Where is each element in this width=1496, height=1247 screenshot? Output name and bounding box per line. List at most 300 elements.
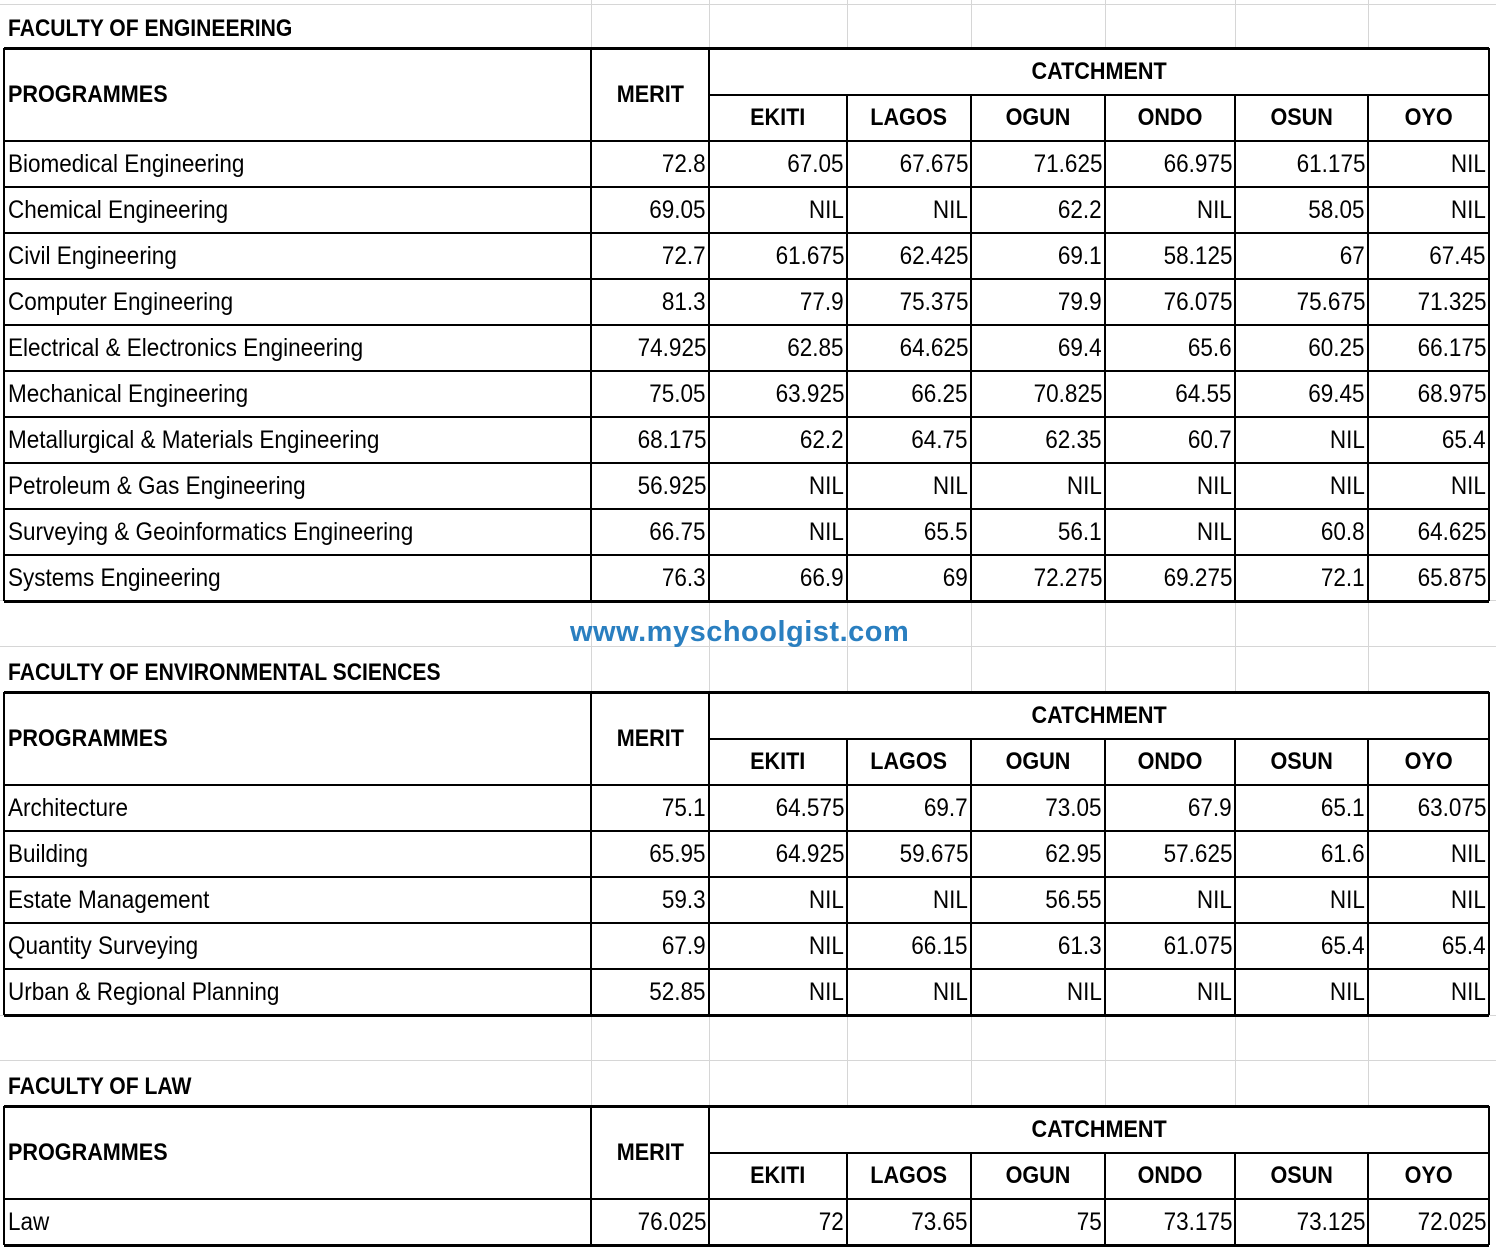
programme-name: [4, 831, 591, 877]
catchment-score-ekiti-text: 61.675: [775, 242, 844, 270]
merit-score: [591, 831, 709, 877]
table-border: [4, 784, 1489, 786]
catchment-score-oyo-text: NIL: [1450, 472, 1486, 500]
programmes-header: [4, 48, 591, 141]
catchment-score-ondo-text: NIL: [1196, 518, 1232, 546]
catchment-score-osun-text: 75.675: [1296, 288, 1365, 316]
state-header-oyo: [1368, 1153, 1489, 1199]
merit-score-text: 69.05: [649, 196, 706, 224]
state-header-ogun-text: OGUN: [1005, 748, 1071, 775]
merit-header: [591, 1106, 709, 1199]
catchment-score-lagos-text: 73.65: [911, 1208, 968, 1236]
catchment-score-lagos-text: NIL: [932, 196, 968, 224]
catchment-score-osun-text: 61.175: [1296, 150, 1365, 178]
catchment-score-lagos: [847, 509, 971, 555]
catchment-score-oyo: [1368, 877, 1489, 923]
catchment-score-ogun-text: 56.55: [1045, 886, 1102, 914]
catchment-score-ekiti-text: 64.575: [775, 794, 844, 822]
catchment-score-ondo: [1105, 969, 1235, 1015]
merit-score-text: 76.3: [662, 564, 706, 592]
catchment-score-ekiti: [709, 555, 847, 601]
catchment-score-ondo-text: 57.625: [1163, 840, 1232, 868]
table-border: [4, 1014, 1489, 1017]
catchment-score-oyo-text: 64.625: [1417, 518, 1486, 546]
programme-name-text: Law: [8, 1208, 50, 1236]
table-border: [1488, 48, 1490, 601]
catchment-score-lagos-text: 69: [942, 564, 968, 592]
catchment-score-lagos: [847, 555, 971, 601]
catchment-score-oyo: [1368, 371, 1489, 417]
catchment-score-lagos-text: 65.5: [924, 518, 968, 546]
merit-score: [591, 877, 709, 923]
catchment-score-oyo: [1368, 509, 1489, 555]
programmes-header-text: PROGRAMMES: [8, 725, 168, 752]
catchment-score-ogun-text: 72.275: [1033, 564, 1102, 592]
catchment-score-osun: [1235, 555, 1368, 601]
table-border: [4, 324, 1489, 326]
catchment-score-osun-text: 58.05: [1308, 196, 1365, 224]
programme-name: [4, 877, 591, 923]
programme-name-text: Metallurgical & Materials Engineering: [8, 426, 380, 454]
state-header-ondo: [1105, 1153, 1235, 1199]
merit-score-text: 81.3: [662, 288, 706, 316]
table-border: [1488, 1106, 1490, 1245]
catchment-score-osun: [1235, 141, 1368, 187]
state-header-ondo-text: ONDO: [1137, 104, 1203, 131]
catchment-score-oyo-text: 72.025: [1417, 1208, 1486, 1236]
catchment-score-oyo: [1368, 187, 1489, 233]
catchment-score-ondo: [1105, 187, 1235, 233]
catchment-score-ogun-text: 62.95: [1045, 840, 1102, 868]
catchment-score-osun: [1235, 923, 1368, 969]
catchment-score-oyo-text: 65.875: [1417, 564, 1486, 592]
table-border: [1367, 739, 1369, 1015]
catchment-score-oyo-text: NIL: [1450, 150, 1486, 178]
catchment-score-lagos-text: 64.625: [899, 334, 968, 362]
table-border: [1367, 95, 1369, 601]
catchment-score-ogun-text: 69.4: [1058, 334, 1102, 362]
catchment-score-ondo-text: NIL: [1196, 886, 1232, 914]
catchment-score-osun-text: NIL: [1329, 886, 1365, 914]
catchment-score-ogun: [971, 1199, 1105, 1245]
catchment-score-lagos-text: NIL: [932, 978, 968, 1006]
catchment-header: [709, 1106, 1489, 1153]
catchment-score-ogun-text: 69.1: [1058, 242, 1102, 270]
catchment-score-ondo-text: 64.55: [1175, 380, 1232, 408]
catchment-score-ondo-text: 60.7: [1188, 426, 1232, 454]
catchment-score-ondo-text: 73.175: [1163, 1208, 1232, 1236]
state-header-ogun: [971, 95, 1105, 141]
table-border: [1234, 739, 1236, 1015]
catchment-score-ogun: [971, 509, 1105, 555]
catchment-score-ondo-text: 76.075: [1163, 288, 1232, 316]
catchment-score-ekiti: [709, 509, 847, 555]
catchment-score-ondo-text: 66.975: [1163, 150, 1232, 178]
catchment-score-oyo: [1368, 969, 1489, 1015]
catchment-score-osun-text: 69.45: [1308, 380, 1365, 408]
state-header-ogun: [971, 1153, 1105, 1199]
catchment-score-ondo-text: 65.6: [1188, 334, 1232, 362]
catchment-score-ondo: [1105, 877, 1235, 923]
merit-score: [591, 509, 709, 555]
programme-name-text: Civil Engineering: [8, 242, 177, 270]
catchment-score-oyo-text: 68.975: [1417, 380, 1486, 408]
merit-header-text: MERIT: [616, 1139, 684, 1166]
catchment-score-osun: [1235, 417, 1368, 463]
catchment-score-lagos: [847, 325, 971, 371]
catchment-score-oyo: [1368, 417, 1489, 463]
faculty-title: FACULTY OF ENVIRONMENTAL SCIENCES: [8, 659, 441, 686]
catchment-score-ekiti-text: 67.05: [787, 150, 844, 178]
state-header-ondo: [1105, 95, 1235, 141]
table-border: [590, 692, 592, 1015]
catchment-score-oyo-text: 71.325: [1417, 288, 1486, 316]
table-border: [4, 278, 1489, 280]
catchment-score-ekiti-text: NIL: [808, 196, 844, 224]
catchment-score-ekiti: [709, 1199, 847, 1245]
catchment-score-ogun-text: NIL: [1066, 978, 1102, 1006]
merit-score: [591, 785, 709, 831]
catchment-score-ogun: [971, 785, 1105, 831]
catchment-score-lagos-text: NIL: [932, 886, 968, 914]
catchment-score-lagos-text: 67.675: [899, 150, 968, 178]
programme-name-text: Systems Engineering: [8, 564, 221, 592]
catchment-score-oyo: [1368, 1199, 1489, 1245]
table-border: [4, 1198, 1489, 1200]
catchment-header: [709, 692, 1489, 739]
catchment-score-ondo: [1105, 831, 1235, 877]
catchment-score-ogun: [971, 233, 1105, 279]
catchment-score-lagos: [847, 187, 971, 233]
catchment-score-lagos: [847, 417, 971, 463]
catchment-score-osun: [1235, 1199, 1368, 1245]
catchment-score-lagos-text: 75.375: [899, 288, 968, 316]
catchment-score-oyo: [1368, 463, 1489, 509]
watermark-text: www.myschoolgist.com: [570, 616, 910, 648]
table-border: [1234, 1153, 1236, 1245]
catchment-score-osun: [1235, 509, 1368, 555]
merit-score-text: 75.1: [662, 794, 706, 822]
catchment-score-ekiti-text: 62.2: [800, 426, 844, 454]
table-border: [4, 968, 1489, 970]
catchment-score-lagos-text: 69.7: [924, 794, 968, 822]
catchment-score-ondo-text: NIL: [1196, 196, 1232, 224]
catchment-score-ondo: [1105, 463, 1235, 509]
catchment-score-lagos: [847, 923, 971, 969]
catchment-score-ogun-text: 56.1: [1058, 518, 1102, 546]
merit-score-text: 72.7: [662, 242, 706, 270]
catchment-score-osun-text: 72.1: [1321, 564, 1365, 592]
catchment-score-lagos-text: 66.15: [911, 932, 968, 960]
catchment-score-ekiti: [709, 141, 847, 187]
catchment-score-oyo-text: NIL: [1450, 978, 1486, 1006]
state-header-ondo: [1105, 739, 1235, 785]
catchment-score-ekiti-text: NIL: [808, 886, 844, 914]
catchment-score-oyo: [1368, 279, 1489, 325]
merit-score-text: 76.025: [637, 1208, 706, 1236]
catchment-score-ondo: [1105, 785, 1235, 831]
merit-score: [591, 279, 709, 325]
state-header-osun: [1235, 95, 1368, 141]
state-header-oyo: [1368, 95, 1489, 141]
faculty-title: FACULTY OF LAW: [8, 1073, 192, 1100]
catchment-score-ekiti-text: 64.925: [775, 840, 844, 868]
state-header-ogun-text: OGUN: [1005, 1162, 1071, 1189]
catchment-score-osun-text: 73.125: [1296, 1208, 1365, 1236]
programmes-header: [4, 1106, 591, 1199]
catchment-score-ekiti: [709, 187, 847, 233]
catchment-score-ogun: [971, 831, 1105, 877]
state-header-ondo-text: ONDO: [1137, 1162, 1203, 1189]
table-border: [4, 1105, 1489, 1108]
merit-score: [591, 463, 709, 509]
table-border: [4, 140, 1489, 142]
table-border: [4, 232, 1489, 234]
catchment-score-lagos: [847, 969, 971, 1015]
programme-name: [4, 923, 591, 969]
state-header-oyo-text: OYO: [1404, 748, 1453, 775]
state-header-oyo: [1368, 739, 1489, 785]
catchment-score-ogun-text: 61.3: [1058, 932, 1102, 960]
table-border: [846, 739, 848, 1015]
catchment-score-ondo: [1105, 325, 1235, 371]
table-border: [4, 462, 1489, 464]
catchment-score-lagos: [847, 831, 971, 877]
catchment-score-ondo-text: 61.075: [1163, 932, 1232, 960]
programme-name: [4, 1199, 591, 1245]
state-header-osun-text: OSUN: [1270, 104, 1333, 131]
catchment-score-lagos: [847, 371, 971, 417]
catchment-score-osun: [1235, 463, 1368, 509]
table-border: [709, 738, 1489, 740]
merit-score: [591, 969, 709, 1015]
catchment-score-lagos-text: NIL: [932, 472, 968, 500]
catchment-score-ekiti: [709, 417, 847, 463]
catchment-score-ekiti-text: 72: [818, 1208, 844, 1236]
merit-score: [591, 1199, 709, 1245]
state-header-ekiti: [709, 739, 847, 785]
catchment-score-oyo-text: NIL: [1450, 886, 1486, 914]
catchment-score-lagos: [847, 463, 971, 509]
programme-name: [4, 325, 591, 371]
catchment-score-oyo-text: NIL: [1450, 840, 1486, 868]
table-border: [708, 48, 710, 601]
merit-score-text: 74.925: [637, 334, 706, 362]
state-header-lagos-text: LAGOS: [870, 1162, 948, 1189]
catchment-score-ogun: [971, 923, 1105, 969]
programme-name: [4, 141, 591, 187]
catchment-score-oyo-text: 63.075: [1417, 794, 1486, 822]
programme-name: [4, 279, 591, 325]
catchment-score-ekiti-text: 63.925: [775, 380, 844, 408]
catchment-score-osun-text: 65.4: [1321, 932, 1365, 960]
catchment-score-osun: [1235, 187, 1368, 233]
catchment-score-ondo-text: 58.125: [1163, 242, 1232, 270]
catchment-score-ondo: [1105, 555, 1235, 601]
catchment-score-ekiti: [709, 371, 847, 417]
faculty-title: FACULTY OF ENGINEERING: [8, 15, 293, 42]
catchment-score-osun: [1235, 831, 1368, 877]
catchment-score-ondo-text: 67.9: [1188, 794, 1232, 822]
programme-name-text: Chemical Engineering: [8, 196, 229, 224]
merit-score-text: 75.05: [649, 380, 706, 408]
catchment-score-ogun-text: 79.9: [1058, 288, 1102, 316]
table-border: [1104, 739, 1106, 1015]
catchment-score-lagos: [847, 233, 971, 279]
catchment-score-ondo: [1105, 279, 1235, 325]
state-header-ogun: [971, 739, 1105, 785]
table-border: [4, 876, 1489, 878]
catchment-score-oyo: [1368, 555, 1489, 601]
programme-name: [4, 969, 591, 1015]
catchment-score-ogun-text: 73.05: [1045, 794, 1102, 822]
merit-score-text: 72.8: [662, 150, 706, 178]
catchment-score-ogun: [971, 463, 1105, 509]
catchment-score-ondo-text: NIL: [1196, 978, 1232, 1006]
programme-name-text: Petroleum & Gas Engineering: [8, 472, 306, 500]
programme-name-text: Mechanical Engineering: [8, 380, 249, 408]
table-border: [4, 186, 1489, 188]
merit-score: [591, 233, 709, 279]
table-border: [3, 692, 5, 1015]
catchment-score-oyo: [1368, 831, 1489, 877]
merit-header: [591, 692, 709, 785]
catchment-score-ogun-text: 62.35: [1045, 426, 1102, 454]
merit-score-text: 67.9: [662, 932, 706, 960]
table-border: [590, 1106, 592, 1245]
programme-name: [4, 785, 591, 831]
catchment-score-lagos: [847, 279, 971, 325]
catchment-score-ogun: [971, 555, 1105, 601]
programmes-header-text: PROGRAMMES: [8, 1139, 168, 1166]
catchment-score-ogun-text: 75: [1076, 1208, 1102, 1236]
table-border: [709, 1152, 1489, 1154]
catchment-score-osun-text: NIL: [1329, 978, 1365, 1006]
programme-name-text: Computer Engineering: [8, 288, 234, 316]
state-header-ekiti: [709, 95, 847, 141]
table-border: [970, 739, 972, 1015]
catchment-score-osun-text: 60.25: [1308, 334, 1365, 362]
catchment-score-ogun-text: 70.825: [1033, 380, 1102, 408]
catchment-score-oyo-text: 66.175: [1417, 334, 1486, 362]
merit-score: [591, 141, 709, 187]
catchment-score-osun: [1235, 877, 1368, 923]
programme-name: [4, 187, 591, 233]
catchment-score-ekiti-text: NIL: [808, 518, 844, 546]
programme-name-text: Biomedical Engineering: [8, 150, 245, 178]
catchment-score-ekiti-text: 62.85: [787, 334, 844, 362]
catchment-header-text: CATCHMENT: [1031, 702, 1167, 729]
table-border: [4, 416, 1489, 418]
catchment-score-oyo-text: 65.4: [1442, 932, 1486, 960]
catchment-score-osun-text: NIL: [1329, 426, 1365, 454]
catchment-score-ondo: [1105, 923, 1235, 969]
catchment-score-oyo: [1368, 141, 1489, 187]
catchment-score-osun: [1235, 325, 1368, 371]
catchment-score-ekiti: [709, 463, 847, 509]
state-header-ogun-text: OGUN: [1005, 104, 1071, 131]
state-header-osun: [1235, 1153, 1368, 1199]
catchment-score-ekiti: [709, 279, 847, 325]
catchment-score-ondo: [1105, 233, 1235, 279]
catchment-score-ondo-text: 69.275: [1163, 564, 1232, 592]
gridline: [0, 1060, 1496, 1061]
catchment-score-ekiti: [709, 233, 847, 279]
table-border: [4, 47, 1489, 50]
catchment-score-ondo: [1105, 509, 1235, 555]
catchment-score-lagos: [847, 877, 971, 923]
gridline: [0, 4, 1496, 5]
catchment-score-osun: [1235, 785, 1368, 831]
merit-score-text: 68.175: [637, 426, 706, 454]
merit-score: [591, 417, 709, 463]
programme-name-text: Building: [8, 840, 89, 868]
catchment-score-ondo: [1105, 141, 1235, 187]
catchment-score-osun: [1235, 279, 1368, 325]
catchment-score-ondo: [1105, 371, 1235, 417]
table-border: [1104, 95, 1106, 601]
catchment-score-ekiti: [709, 325, 847, 371]
catchment-score-ondo: [1105, 417, 1235, 463]
programme-name: [4, 371, 591, 417]
catchment-score-oyo: [1368, 785, 1489, 831]
merit-score: [591, 923, 709, 969]
catchment-score-ogun-text: NIL: [1066, 472, 1102, 500]
table-border: [4, 922, 1489, 924]
merit-score-text: 52.85: [649, 978, 706, 1006]
table-border: [970, 95, 972, 601]
catchment-score-lagos: [847, 785, 971, 831]
catchment-score-ekiti: [709, 969, 847, 1015]
state-header-ondo-text: ONDO: [1137, 748, 1203, 775]
catchment-score-ogun: [971, 141, 1105, 187]
catchment-score-ogun: [971, 325, 1105, 371]
catchment-score-osun-text: 65.1: [1321, 794, 1365, 822]
table-border: [1104, 1153, 1106, 1245]
table-border: [3, 1106, 5, 1245]
table-border: [708, 692, 710, 1015]
catchment-score-ekiti: [709, 923, 847, 969]
catchment-score-ogun: [971, 279, 1105, 325]
catchment-score-osun-text: 61.6: [1321, 840, 1365, 868]
state-header-lagos: [847, 1153, 971, 1199]
merit-header-text: MERIT: [616, 81, 684, 108]
catchment-score-osun: [1235, 233, 1368, 279]
catchment-score-lagos-text: 62.425: [899, 242, 968, 270]
catchment-score-osun: [1235, 969, 1368, 1015]
table-border: [4, 370, 1489, 372]
state-header-ekiti-text: EKITI: [750, 1162, 806, 1189]
catchment-score-lagos: [847, 1199, 971, 1245]
catchment-header-text: CATCHMENT: [1031, 58, 1167, 85]
programme-name: [4, 555, 591, 601]
merit-score: [591, 187, 709, 233]
merit-score-text: 59.3: [662, 886, 706, 914]
catchment-score-ekiti: [709, 877, 847, 923]
catchment-score-oyo: [1368, 923, 1489, 969]
programme-name: [4, 463, 591, 509]
catchment-score-oyo-text: 67.45: [1429, 242, 1486, 270]
catchment-score-ekiti-text: NIL: [808, 978, 844, 1006]
merit-score: [591, 325, 709, 371]
merit-header: [591, 48, 709, 141]
catchment-score-ondo-text: NIL: [1196, 472, 1232, 500]
table-border: [590, 48, 592, 601]
state-header-oyo-text: OYO: [1404, 104, 1453, 131]
table-border: [4, 508, 1489, 510]
programme-name-text: Urban & Regional Planning: [8, 978, 280, 1006]
catchment-score-oyo-text: NIL: [1450, 196, 1486, 224]
